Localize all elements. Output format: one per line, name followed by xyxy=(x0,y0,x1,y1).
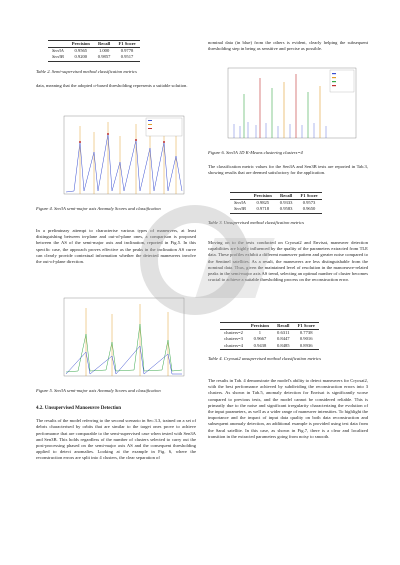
section-heading: 4.2. Unsupervised Manoeuvre Detection xyxy=(36,406,122,411)
table4 xyxy=(220,322,319,350)
right-paragraph-3: Moving on to the tests conducted on Cryosat2 and Envisat, maneuver detection capabilities are highly influenced by the quality of the parameters extracted from TLE data. These profiles exhibit a different maneuver pattern and greater noise compared to the Sentinel satellites. As a result, the maneuvers are less distinguishable from the nominal data. Thus, given the maintained level of resolution in the manoeuvre-related peaks in the semi-major axis AS trend, selecting an optimal number of cluster becomes crucial to achieve a suitable thresholding process on the reconstruction error. xyxy=(208,240,368,283)
table4-cell: clusters=3 xyxy=(224,336,243,342)
figure-4-caption: Figure 4. Sen3A semi-major axis Anomaly Scores and classification xyxy=(36,206,161,211)
table3-cell: 0.9583 xyxy=(279,206,293,212)
table4-cell: 0.8936 xyxy=(299,342,313,348)
table4-header xyxy=(220,323,247,330)
table4-cell: 1 xyxy=(258,330,262,336)
table3 xyxy=(230,192,322,214)
table3-header: Precision xyxy=(253,193,272,198)
left-paragraph-3: The results of the model referring to the second scenario in Sec.3.3, trained on a set of debris characterised by orbits that are similar to the target ones prove to achieve performance that are comparable to the semi-supervised case when tested with Sen3A and Sen3B. This holds regardless of the number of clusters selected to carry out the post-processing phased on the semi-major axis AS and the consequent thresholding applied to detect anomalies. Looking at the example in Fig. 6, where the reconstruction errors are split into 4 clusters, the clear separation of xyxy=(36,418,196,461)
table3-cell: 0.9333 xyxy=(279,200,293,206)
table3-cell: 0.9825 xyxy=(256,200,270,206)
table4-caption: Table 4. Cryosat2 unsupervised method classification metrics xyxy=(208,355,322,361)
table4-header: Precision xyxy=(250,323,269,328)
table4-cell: 0.6311 xyxy=(277,330,290,336)
table2-header: Recall xyxy=(97,41,111,46)
right-paragraph-1: nominal data (in blue) from the others is evident, clearly helping the subsequent thresholding step in being as sensitive and precise as possible. xyxy=(208,40,368,52)
table4-cell: clusters=2 xyxy=(224,330,243,336)
left-section-block xyxy=(36,406,196,462)
table3-cell: 0.9650 xyxy=(302,206,316,212)
left-paragraph-2: In a preliminary attempt to characterise various types of maneuvers, at least distinguishing between in-plane and out-of-plane ones, a comparison is proposed between the AS of the semi-major axis and inclination, reported in Fig.5. In this specific case, the approach proves effective as the peaks in the inclination AS curve can clearly provide contextual information whether the detected maneuvers involve the out-of-plane direction. xyxy=(36,228,196,265)
table2 xyxy=(48,40,140,62)
table2-cell: 0.9857 xyxy=(97,54,111,60)
table4-cell: 0.9667 xyxy=(253,336,267,342)
table3-cell: Sen3A xyxy=(234,200,246,206)
table4-cell: 0.8447 xyxy=(276,336,290,342)
table2-cell: Sen3A xyxy=(52,48,64,54)
figure-5-caption: Figure 5. Sen3A semi-major axis Anomaly Scores and classification xyxy=(36,388,161,393)
right-paragraph-2-block xyxy=(208,164,368,176)
right-paragraph-1-block xyxy=(208,40,368,52)
left-paragraph-1: data, meaning that the adopted σ-based thresholding represents a suitable solution. xyxy=(36,82,188,88)
table2-caption: Table 2. Semi-supervised method classification metrics xyxy=(36,68,137,74)
table4-block xyxy=(208,322,368,362)
table4-cell: 0.9438 xyxy=(253,342,267,348)
table2-header: Precision xyxy=(71,41,90,46)
table3-header xyxy=(230,193,250,200)
table4-cell: 0.7738 xyxy=(299,330,313,336)
table2-header: F1 Score xyxy=(118,41,136,46)
figure-6-plot xyxy=(214,64,364,146)
table2-header xyxy=(48,41,68,48)
table3-cell: Sen3B xyxy=(234,206,246,212)
table2-cell: Sen3B xyxy=(52,54,64,60)
table2-cell: 0.9565 xyxy=(74,48,88,54)
table4-cell: 0.9016 xyxy=(299,336,313,342)
right-paragraph-2: The classification metric values for the Sen3A and Sen3B tests are reported in Tab.3, showing results that are deemed satisfactory for the application. xyxy=(208,164,368,176)
table2-cell: 0.9517 xyxy=(120,54,134,60)
table2-cell: 0.9200 xyxy=(74,54,88,60)
figure-4-plot xyxy=(50,112,190,202)
table4-cell: 0.8485 xyxy=(276,342,290,348)
table3-header: F1 Score xyxy=(300,193,318,198)
table3-cell: 0.9573 xyxy=(302,200,316,206)
table3-caption: Table 3. Unsupervised method classification metrics xyxy=(208,219,305,225)
table2-cell: 0.9778 xyxy=(120,48,134,54)
table2-cell: 1.000 xyxy=(98,48,110,54)
table4-cell: clusters=4 xyxy=(224,342,243,348)
table2-block xyxy=(36,40,196,89)
right-paragraph-4: The results in Tab. 4 demonstrate the model's ability to detect maneuvers for Cryosat2, with the best performance achieved by subdividing the reconstruction errors into 3 clusters. As shown in Tab.5, anomaly detection for Envisat is significantly worse compared to previous tests, and the model cannot be considered reliable. This is primarily due to the noise and significant irregularity characterizing the evolution of the input parameters, as well as a wider range of maneuver intensities. To highlight the importance and the impact of input data quality on both data reconstruction and subsequent anomaly detection, an additional example is provided using test data from the Saral satellite. In this case, as shown in Fig.7, there is a clear and localized transition in the extracted parameters going from noisy to smooth. xyxy=(208,378,368,439)
right-paragraph-4-block xyxy=(208,378,368,440)
table4-header: Recall xyxy=(277,323,290,328)
table4-header: F1 Score xyxy=(297,323,315,328)
table3-header: Recall xyxy=(279,193,293,198)
figure-6-caption: Figure 6. Sen3A 1D K-Means clustering clusters=4 xyxy=(208,150,303,155)
table3-cell: 0.9718 xyxy=(256,206,270,212)
